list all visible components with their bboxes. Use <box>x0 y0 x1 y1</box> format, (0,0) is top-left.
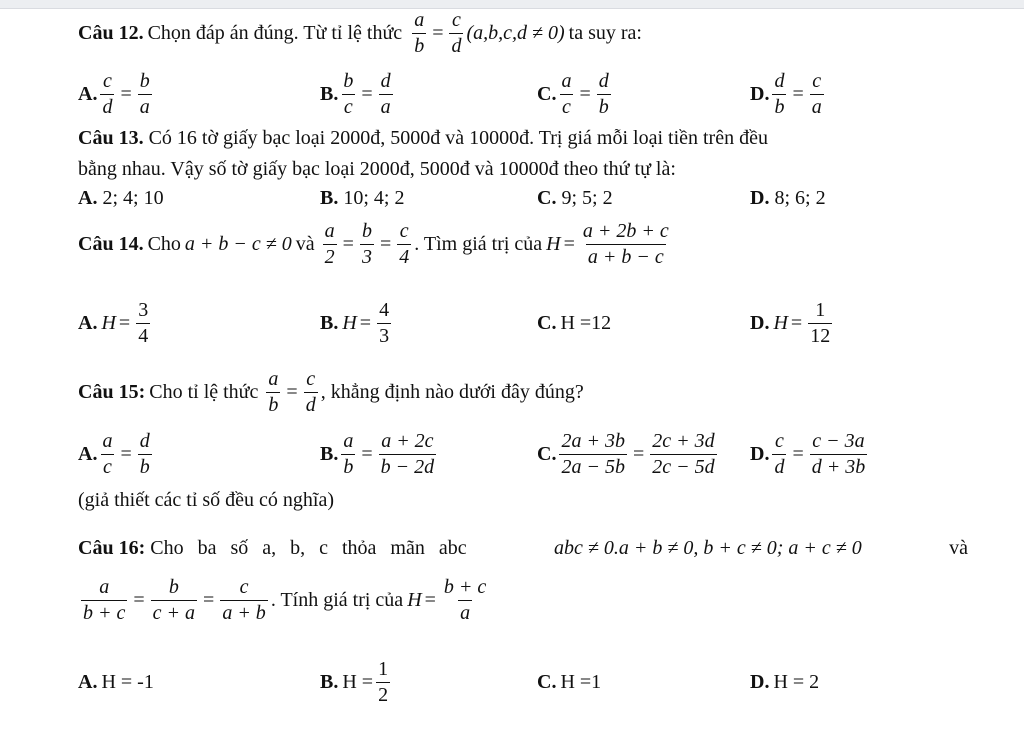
fraction: $\frac{a}{b}$ <box>268 367 279 416</box>
fraction: $\frac{b + c}{a}$ <box>443 575 487 624</box>
fraction: $\frac{c}{d}$ <box>774 429 785 478</box>
question-16-line-2: $\frac{a}{b + c}$ = $\frac{b}{c + a}$ = $\frac{c}{a + b}$ . Tính giá trị của H = $\frac{b + c}{a}$ <box>83 575 487 624</box>
question-14-stem: Câu 14. Cho a + b − c ≠ 0 và $\frac{a}{2}$ = $\frac{b}{3}$ = $\frac{c}{4}$ . Tìm giá trị của H = $\frac{a + 2b + c}{a + b - c}$ <box>78 219 669 268</box>
fraction: $\frac{c}{d}$ <box>102 69 113 118</box>
question-13-option-d: D. 8; 6; 2 <box>750 187 826 209</box>
fraction: $\frac{d}{a}$ <box>380 69 391 118</box>
fraction: $\frac{d}{b}$ <box>774 69 785 118</box>
question-12-stem: Câu 12. Chọn đáp án đúng. Từ tỉ lệ thức $\frac{a}{b}$ = $\frac{c}{d}$ (a,b,c,d ≠ 0) ta suy ra: <box>78 8 642 57</box>
fraction: $\frac{a}{2}$ <box>324 219 335 268</box>
question-15-note: (giả thiết các tỉ số đều có nghĩa) <box>78 489 335 511</box>
fraction: $\frac{c}{a + b}$ <box>222 575 266 624</box>
question-13-label: Câu 13. <box>78 127 144 149</box>
fraction: $\frac{a}{b}$ <box>343 429 354 478</box>
fraction: $\frac{d}{b}$ <box>598 69 609 118</box>
question-15-option-d: D. $\frac{c}{d}$ = $\frac{c - 3a}{d + 3b}$ <box>750 429 866 478</box>
fraction: $\frac{b}{c}$ <box>343 69 354 118</box>
question-16-line-1: Câu 16: Cho ba số a, b, c thỏa mãn abc abc ≠ 0.a + b ≠ 0, b + c ≠ 0; a + c ≠ 0 và <box>78 537 968 559</box>
fraction: $\frac{c}{d}$ <box>305 367 316 416</box>
fraction: $\frac{2c + 3d}{2c - 5d}$ <box>652 429 715 478</box>
fraction: $\frac{a + 2b + c}{a + b - c}$ <box>582 219 669 268</box>
question-16-option-d: D. H = 2 <box>750 670 820 693</box>
fraction: $\frac{1}{12}$ <box>810 298 831 347</box>
fraction: $\frac{c}{4}$ <box>399 219 410 268</box>
fraction: $\frac{a}{c}$ <box>102 429 113 478</box>
fraction: $\frac{d}{b}$ <box>139 429 150 478</box>
fraction: $\frac{b}{a}$ <box>139 69 150 118</box>
question-15-option-b: B. $\frac{a}{b}$ = $\frac{a + 2c}{b - 2d}$ <box>320 429 435 478</box>
fraction: $\frac{c - 3a}{d + 3b}$ <box>811 429 866 478</box>
question-15-stem: Câu 15: Cho tỉ lệ thức $\frac{a}{b}$ = $\frac{c}{d}$ , khẳng định nào dưới đây đúng? <box>78 367 584 416</box>
question-12-text: Chọn đáp án đúng. Từ tỉ lệ thức <box>147 21 403 44</box>
question-14-option-a: A. H = $\frac{3}{4}$ <box>78 298 149 347</box>
fraction: $\frac{a + 2c}{b - 2d}$ <box>380 429 435 478</box>
fraction: $\frac{a}{b + c}$ <box>83 575 126 624</box>
question-13-line-2: bằng nhau. Vậy số tờ giấy bạc loại 2000đ, 5000đ và 10000đ theo thứ tự là: <box>78 158 676 180</box>
fraction: $\frac{4}{3}$ <box>379 298 390 347</box>
question-12-option-d: D. $\frac{d}{b}$ = $\frac{c}{a}$ <box>750 69 822 118</box>
fraction: $\frac{a}{c}$ <box>561 69 572 118</box>
question-13-option-a: A. 2; 4; 10 <box>78 187 164 209</box>
question-14-option-c: C. H =12 <box>537 311 612 334</box>
question-15-option-a: A. $\frac{a}{c}$ = $\frac{d}{b}$ <box>78 429 150 478</box>
question-12-tail: ta suy ra: <box>568 21 642 44</box>
question-16-option-b: B. H = $\frac{1}{2}$ <box>320 657 389 706</box>
question-12-condition: (a,b,c,d ≠ 0) <box>466 21 565 44</box>
question-15-label: Câu 15: <box>78 380 146 403</box>
fraction: $\frac{2a + 3b}{2a - 5b}$ <box>561 429 625 478</box>
question-13-line-1: Câu 13. Có 16 tờ giấy bạc loại 2000đ, 5000đ và 10000đ. Trị giá mỗi loại tiền trên đều <box>78 127 768 149</box>
question-16-option-c: C. H =1 <box>537 670 602 693</box>
question-12-option-a: A. $\frac{c}{d}$ = $\frac{b}{a}$ <box>78 69 150 118</box>
question-14-option-d: D. H = $\frac{1}{12}$ <box>750 298 831 347</box>
question-16-condition: abc ≠ 0.a + b ≠ 0, b + c ≠ 0; a + c ≠ 0 <box>554 537 862 559</box>
fraction: $\frac{1}{2}$ <box>378 657 389 706</box>
fraction: $\frac{c}{a}$ <box>811 69 822 118</box>
question-12-option-b: B. $\frac{b}{c}$ = $\frac{d}{a}$ <box>320 69 391 118</box>
fraction: $\frac{b}{3}$ <box>361 219 372 268</box>
fraction: $\frac{b}{c + a}$ <box>152 575 196 624</box>
question-15-option-c: C. $\frac{2a + 3b}{2a - 5b}$ = $\frac{2c + 3d}{2c - 5d}$ <box>537 429 715 478</box>
fraction: $\frac{c}{d}$ <box>451 8 462 57</box>
question-13-option-c: C. 9; 5; 2 <box>537 187 613 209</box>
question-13-option-b: B. 10; 4; 2 <box>320 187 405 209</box>
question-12-label: Câu 12. <box>78 21 144 44</box>
question-14-label: Câu 14. <box>78 232 144 255</box>
question-16-option-a: A. H = -1 <box>78 670 154 693</box>
fraction: $\frac{3}{4}$ <box>138 298 149 347</box>
question-14-condition: a + b − c ≠ 0 <box>184 232 292 255</box>
fraction: $\frac{a}{b}$ <box>414 8 425 57</box>
question-14-option-b: B. H = $\frac{4}{3}$ <box>320 298 390 347</box>
question-12-option-c: C. $\frac{a}{c}$ = $\frac{d}{b}$ <box>537 69 609 118</box>
question-16-label: Câu 16: <box>78 537 146 559</box>
